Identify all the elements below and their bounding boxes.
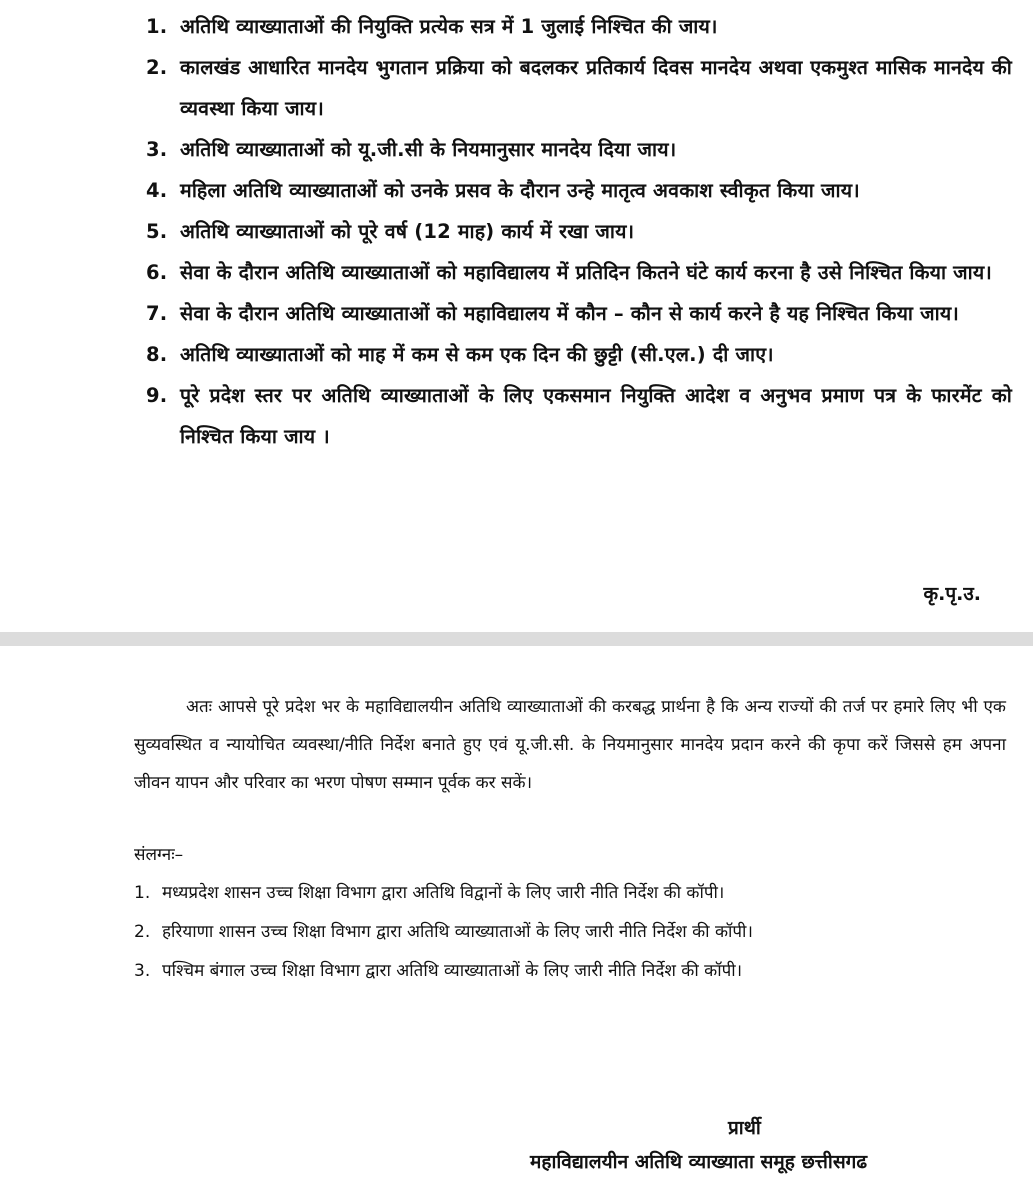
list-item [146, 252, 1012, 293]
list-item [146, 170, 1012, 211]
continued-mark: कृ.पृ.उ. [923, 583, 981, 605]
list-item [146, 211, 1012, 252]
item-text: महिला अतिथि व्याख्याताओं को उनके प्रसव के दौरान उन्हे मातृत्व अवकाश स्वीकृत किया जाय। [180, 179, 860, 202]
applicant-label: प्रार्थी [728, 1117, 761, 1139]
item-number: 1. [134, 883, 151, 903]
item-number: 9. [146, 384, 168, 407]
item-number: 3. [146, 138, 168, 161]
list-item [146, 6, 1012, 47]
list-item [146, 375, 1012, 457]
item-text: हरियाणा शासन उच्च शिक्षा विभाग द्वारा अतिथि व्याख्याताओं के लिए जारी नीति निर्देश की कॉपी। [162, 922, 753, 942]
item-number: 4. [146, 179, 168, 202]
request-paragraph: अतः आपसे पूरे प्रदेश भर के महाविद्यालयीन अतिथि व्याख्याताओं की करबद्ध प्रार्थना है कि अन्य राज्यों की तर्ज पर हमारे लिए भी एक सुव्यवस्थित व न्यायोचित व्यवस्था/नीति निर्देश बनाते हुए एवं यू.जी.सी. के नियमानुसार मानदेय प्रदान करने की कृपा करें जिससे हम अपना जीवन यापन और परिवार का भरण पोषण सम्मान पूर्वक कर सकें। [134, 697, 1006, 793]
item-text: कालखंड आधारित मानदेय भुगतान प्रक्रिया को बदलकर प्रतिकार्य दिवस मानदेय अथवा एकमुश्त मासिक मानदेय की व्यवस्था किया जाय। [180, 56, 1012, 120]
item-number: 6. [146, 261, 168, 284]
organization-name: महाविद्यालयीन अतिथि व्याख्याता समूह छत्तीसगढ [530, 1151, 868, 1173]
demands-list [146, 6, 1012, 457]
item-number: 5. [146, 220, 168, 243]
item-text: पश्चिम बंगाल उच्च शिक्षा विभाग द्वारा अतिथि व्याख्याताओं के लिए जारी नीति निर्देश की कॉपी। [162, 961, 743, 981]
item-number: 2. [134, 922, 151, 942]
list-item [146, 334, 1012, 375]
item-number: 8. [146, 343, 168, 366]
item-text: पूरे प्रदेश स्तर पर अतिथि व्याख्याताओं के लिए एकसमान नियुक्ति आदेश व अनुभव प्रमाण पत्र के फारमेंट को निश्चित किया जाय । [180, 384, 1012, 448]
page-separator [0, 632, 1033, 646]
list-item [134, 952, 1014, 991]
item-text: सेवा के दौरान अतिथि व्याख्याताओं को महाविद्यालय में कौन – कौन से कार्य करने है यह निश्चित किया जाय। [180, 302, 959, 325]
item-text: अतिथि व्याख्याताओं की नियुक्ति प्रत्येक सत्र में 1 जुलाई निश्चित की जाय। [180, 15, 718, 38]
list-item [146, 129, 1012, 170]
enclosures-heading: संलग्नः– [134, 845, 184, 865]
list-item [146, 47, 1012, 129]
item-number: 7. [146, 302, 168, 325]
list-item [134, 874, 1014, 913]
item-text: अतिथि व्याख्याताओं को यू.जी.सी के नियमानुसार मानदेय दिया जाय। [180, 138, 677, 161]
item-text: सेवा के दौरान अतिथि व्याख्याताओं को महाविद्यालय में प्रतिदिन कितने घंटे कार्य करना है उसे निश्चित किया जाय। [180, 261, 992, 284]
list-item [134, 913, 1014, 952]
list-item [146, 293, 1012, 334]
item-number: 2. [146, 56, 168, 79]
enclosures-list [134, 874, 1014, 991]
item-number: 1. [146, 15, 168, 38]
item-text: अतिथि व्याख्याताओं को माह में कम से कम एक दिन की छुट्टी (सी.एल.) दी जाए। [180, 343, 774, 366]
item-text: अतिथि व्याख्याताओं को पूरे वर्ष (12 माह) कार्य में रखा जाय। [180, 220, 635, 243]
item-number: 3. [134, 961, 151, 981]
item-text: मध्यप्रदेश शासन उच्च शिक्षा विभाग द्वारा अतिथि विद्वानों के लिए जारी नीति निर्देश की कॉपी। [162, 883, 725, 903]
